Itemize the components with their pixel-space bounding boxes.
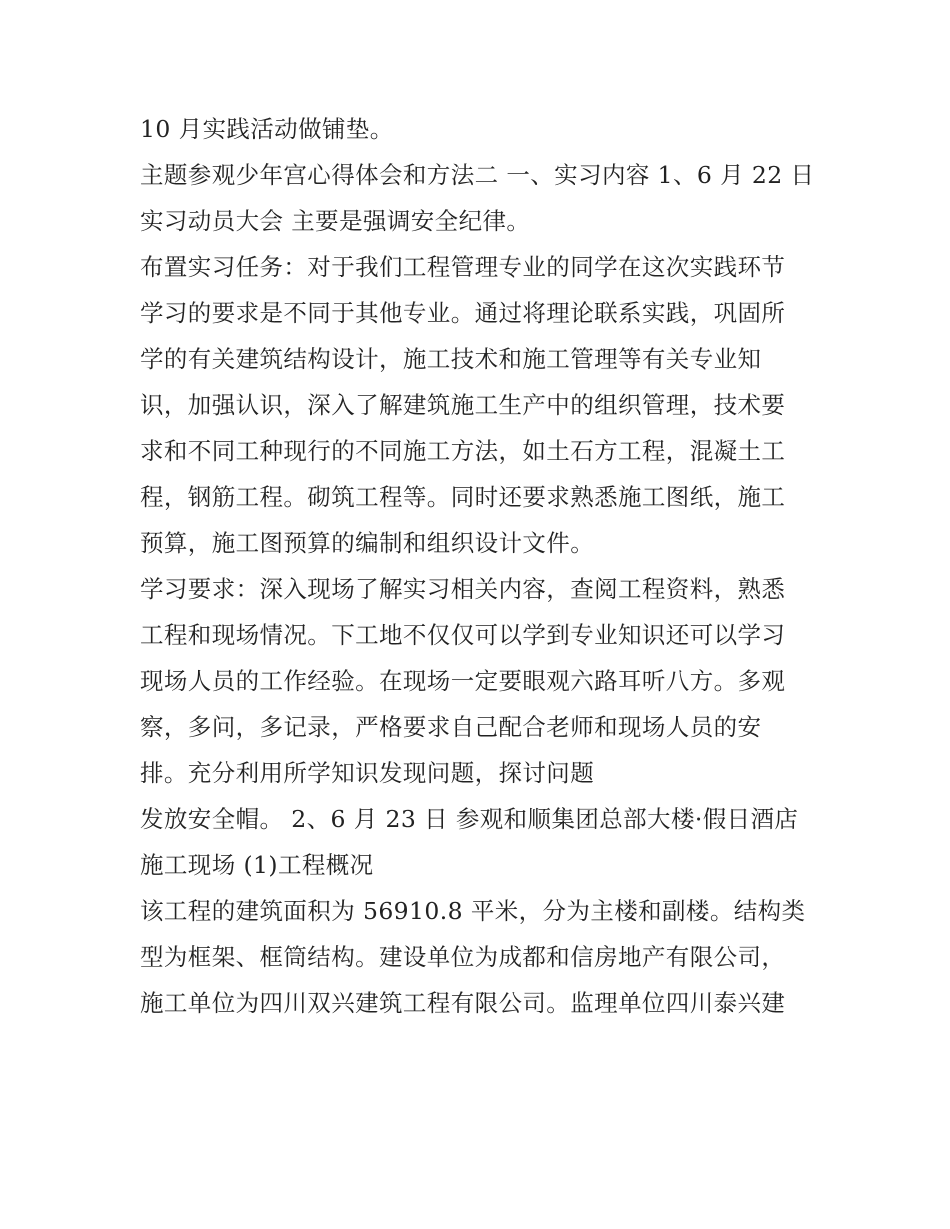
text-line: 10 月实践活动做铺垫。 — [140, 115, 394, 143]
text-line: 施工现场 (1)工程概况 — [140, 851, 374, 879]
text-line: 学习要求：深入现场了解实习相关内容，查阅工程资料，熟悉 — [140, 575, 786, 603]
text-line: 识，加强认识，深入了解建筑施工生产中的组织管理，技术要 — [140, 391, 786, 419]
text-line: 学习的要求是不同于其他专业。通过将理论联系实践，巩固所 — [140, 299, 786, 327]
text-line: 求和不同工种现行的不同施工方法，如土石方工程，混凝土工 — [140, 437, 786, 465]
text-line: 布置实习任务：对于我们工程管理专业的同学在这次实践环节 — [140, 253, 786, 281]
text-line: 型为框架、框筒结构。建设单位为成都和信房地产有限公司， — [140, 943, 786, 971]
text-line: 察，多问，多记录，严格要求自己配合老师和现场人员的安 — [140, 713, 762, 741]
text-line: 实习动员大会 主要是强调安全纪律。 — [140, 207, 531, 235]
text-line: 学的有关建筑结构设计，施工技术和施工管理等有关专业知 — [140, 345, 762, 373]
text-line: 施工单位为四川双兴建筑工程有限公司。监理单位四川泰兴建 — [140, 989, 786, 1017]
text-line: 主题参观少年宫心得体会和方法二 一、实习内容 1、6 月 22 日 — [140, 161, 815, 189]
text-line: 发放安全帽。 2、6 月 23 日 参观和顺集团总部大楼·假日酒店 — [140, 805, 799, 833]
document-body — [140, 106, 820, 1026]
text-line: 排。充分利用所学知识发现问题，探讨问题 — [140, 759, 595, 787]
text-line: 现场人员的工作经验。在现场一定要眼观六路耳听八方。多观 — [140, 667, 786, 695]
text-line: 该工程的建筑面积为 56910.8 平米，分为主楼和副楼。结构类 — [140, 897, 806, 925]
text-line: 程，钢筋工程。砌筑工程等。同时还要求熟悉施工图纸，施工 — [140, 483, 786, 511]
text-line: 工程和现场情况。下工地不仅仅可以学到专业知识还可以学习 — [140, 621, 786, 649]
text-line: 预算，施工图预算的编制和组织设计文件。 — [140, 529, 595, 557]
